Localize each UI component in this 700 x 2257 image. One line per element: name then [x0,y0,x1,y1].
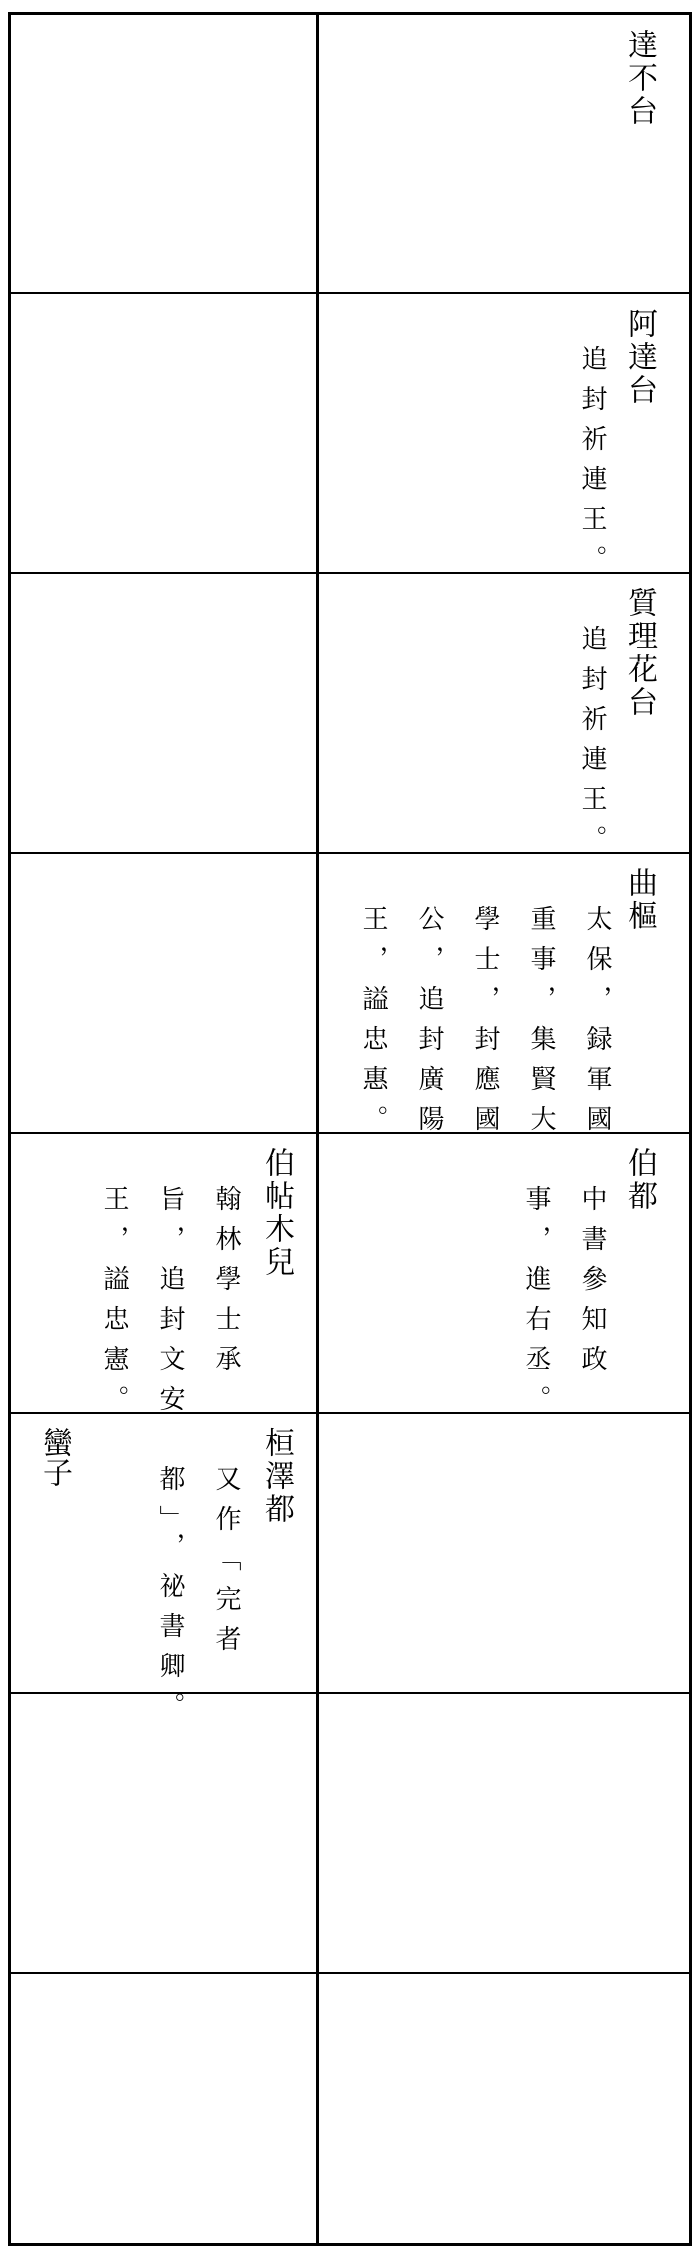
column-divider [316,15,319,2243]
entry-name: 伯都 [622,1147,657,1213]
entry-note: 中書參知政 事，進右丞。 [521,1185,607,1425]
entry-note: 翰林學士承 旨，追封文安 王，謚忠憲。 [99,1185,241,1425]
genealogy-table [8,12,692,2246]
entry-note: 追封祈連王。 [577,345,607,585]
row-divider [11,292,689,294]
entry-name: 曲樞 [622,867,657,933]
entry-name: 阿達台 [622,308,657,407]
entry-note: 又作「完者 都」，祕書卿。 [155,1465,241,1732]
entry-name: 質理花台 [622,587,657,719]
row-divider [11,1692,689,1694]
entry-note: 太保，録軍國 重事，集賢大 學士，封應國 公，追封廣陽 王，謚忠惠。 [358,905,612,1145]
entry-name: 達不台 [622,29,657,128]
entry-extra-name: 蠻子 [37,1427,72,1487]
entry-name: 桓澤都 [259,1427,294,1526]
row-divider [11,1972,689,1974]
entry-note: 追封祈連王。 [577,625,607,865]
entry-name: 伯帖木兒 [259,1147,294,1279]
